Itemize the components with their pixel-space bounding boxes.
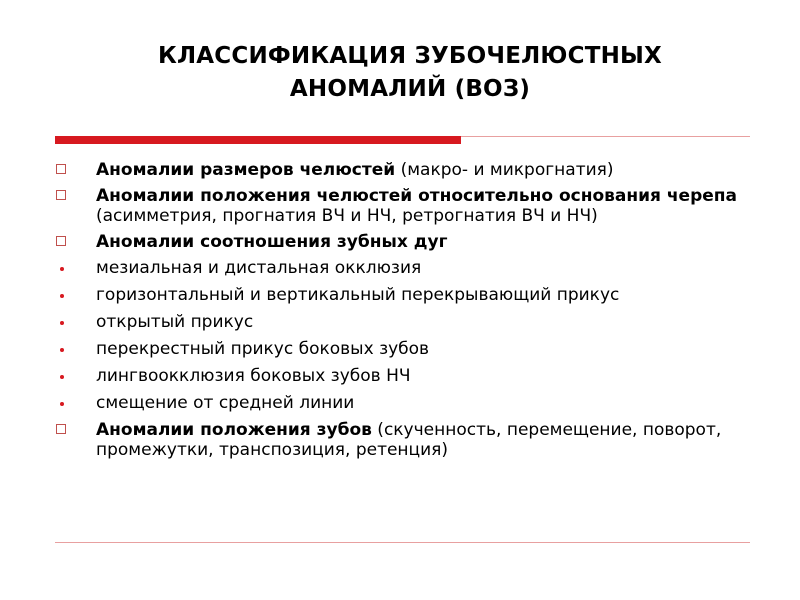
classification-list [50, 160, 770, 466]
list-item-jaw-size [50, 160, 770, 180]
top-divider-accent [55, 136, 461, 144]
sub-item-text: лингвоокклюзия боковых зубов НЧ [96, 366, 411, 386]
list-item-tooth-position [50, 420, 770, 460]
sub-item [50, 339, 770, 359]
sub-item-text: смещение от средней линии [96, 393, 355, 413]
slide-title [60, 40, 760, 106]
sub-item [50, 312, 770, 332]
square-bullet-icon [56, 424, 66, 434]
sub-item-text: перекрестный прикус боковых зубов [96, 339, 430, 359]
dot-bullet-icon [60, 294, 64, 298]
item-heading: Аномалии размеров челюстей [96, 160, 396, 180]
list-item-jaw-position [50, 186, 770, 226]
sub-item [50, 258, 770, 278]
sub-item-text: горизонтальный и вертикальный перекрывающий прикус [96, 285, 620, 305]
dot-bullet-icon [60, 267, 64, 271]
dot-bullet-icon [60, 348, 64, 352]
square-bullet-icon [56, 190, 66, 200]
item-heading: Аномалии положения зубов [96, 420, 372, 440]
title-line-2: АНОМАЛИЙ (ВОЗ) [289, 76, 531, 102]
sub-item-text: мезиальная и дистальная окклюзия [96, 258, 422, 278]
bottom-divider [55, 542, 750, 543]
title-line-1: КЛАССИФИКАЦИЯ ЗУБОЧЕЛЮСТНЫХ [157, 43, 662, 69]
dot-bullet-icon [60, 402, 64, 406]
dot-bullet-icon [60, 375, 64, 379]
sub-item [50, 393, 770, 413]
item-heading: Аномалии соотношения зубных дуг [96, 232, 448, 252]
square-bullet-icon [56, 164, 66, 174]
square-bullet-icon [56, 236, 66, 246]
sub-item [50, 366, 770, 386]
item-heading: Аномалии положения челюстей относительно основания черепа [96, 186, 737, 206]
item-details: (асимметрия, прогнатия ВЧ и НЧ, ретрогнатия ВЧ и НЧ) [96, 206, 598, 226]
sub-item-text: открытый прикус [96, 312, 254, 332]
dot-bullet-icon [60, 321, 64, 325]
item-details: (скученность, перемещение, поворот, промежутки, транспозиция, ретенция) [96, 420, 722, 460]
sub-item [50, 285, 770, 305]
list-item-arch-relation [50, 232, 770, 252]
item-details: (макро- и микрогнатия) [395, 160, 614, 180]
